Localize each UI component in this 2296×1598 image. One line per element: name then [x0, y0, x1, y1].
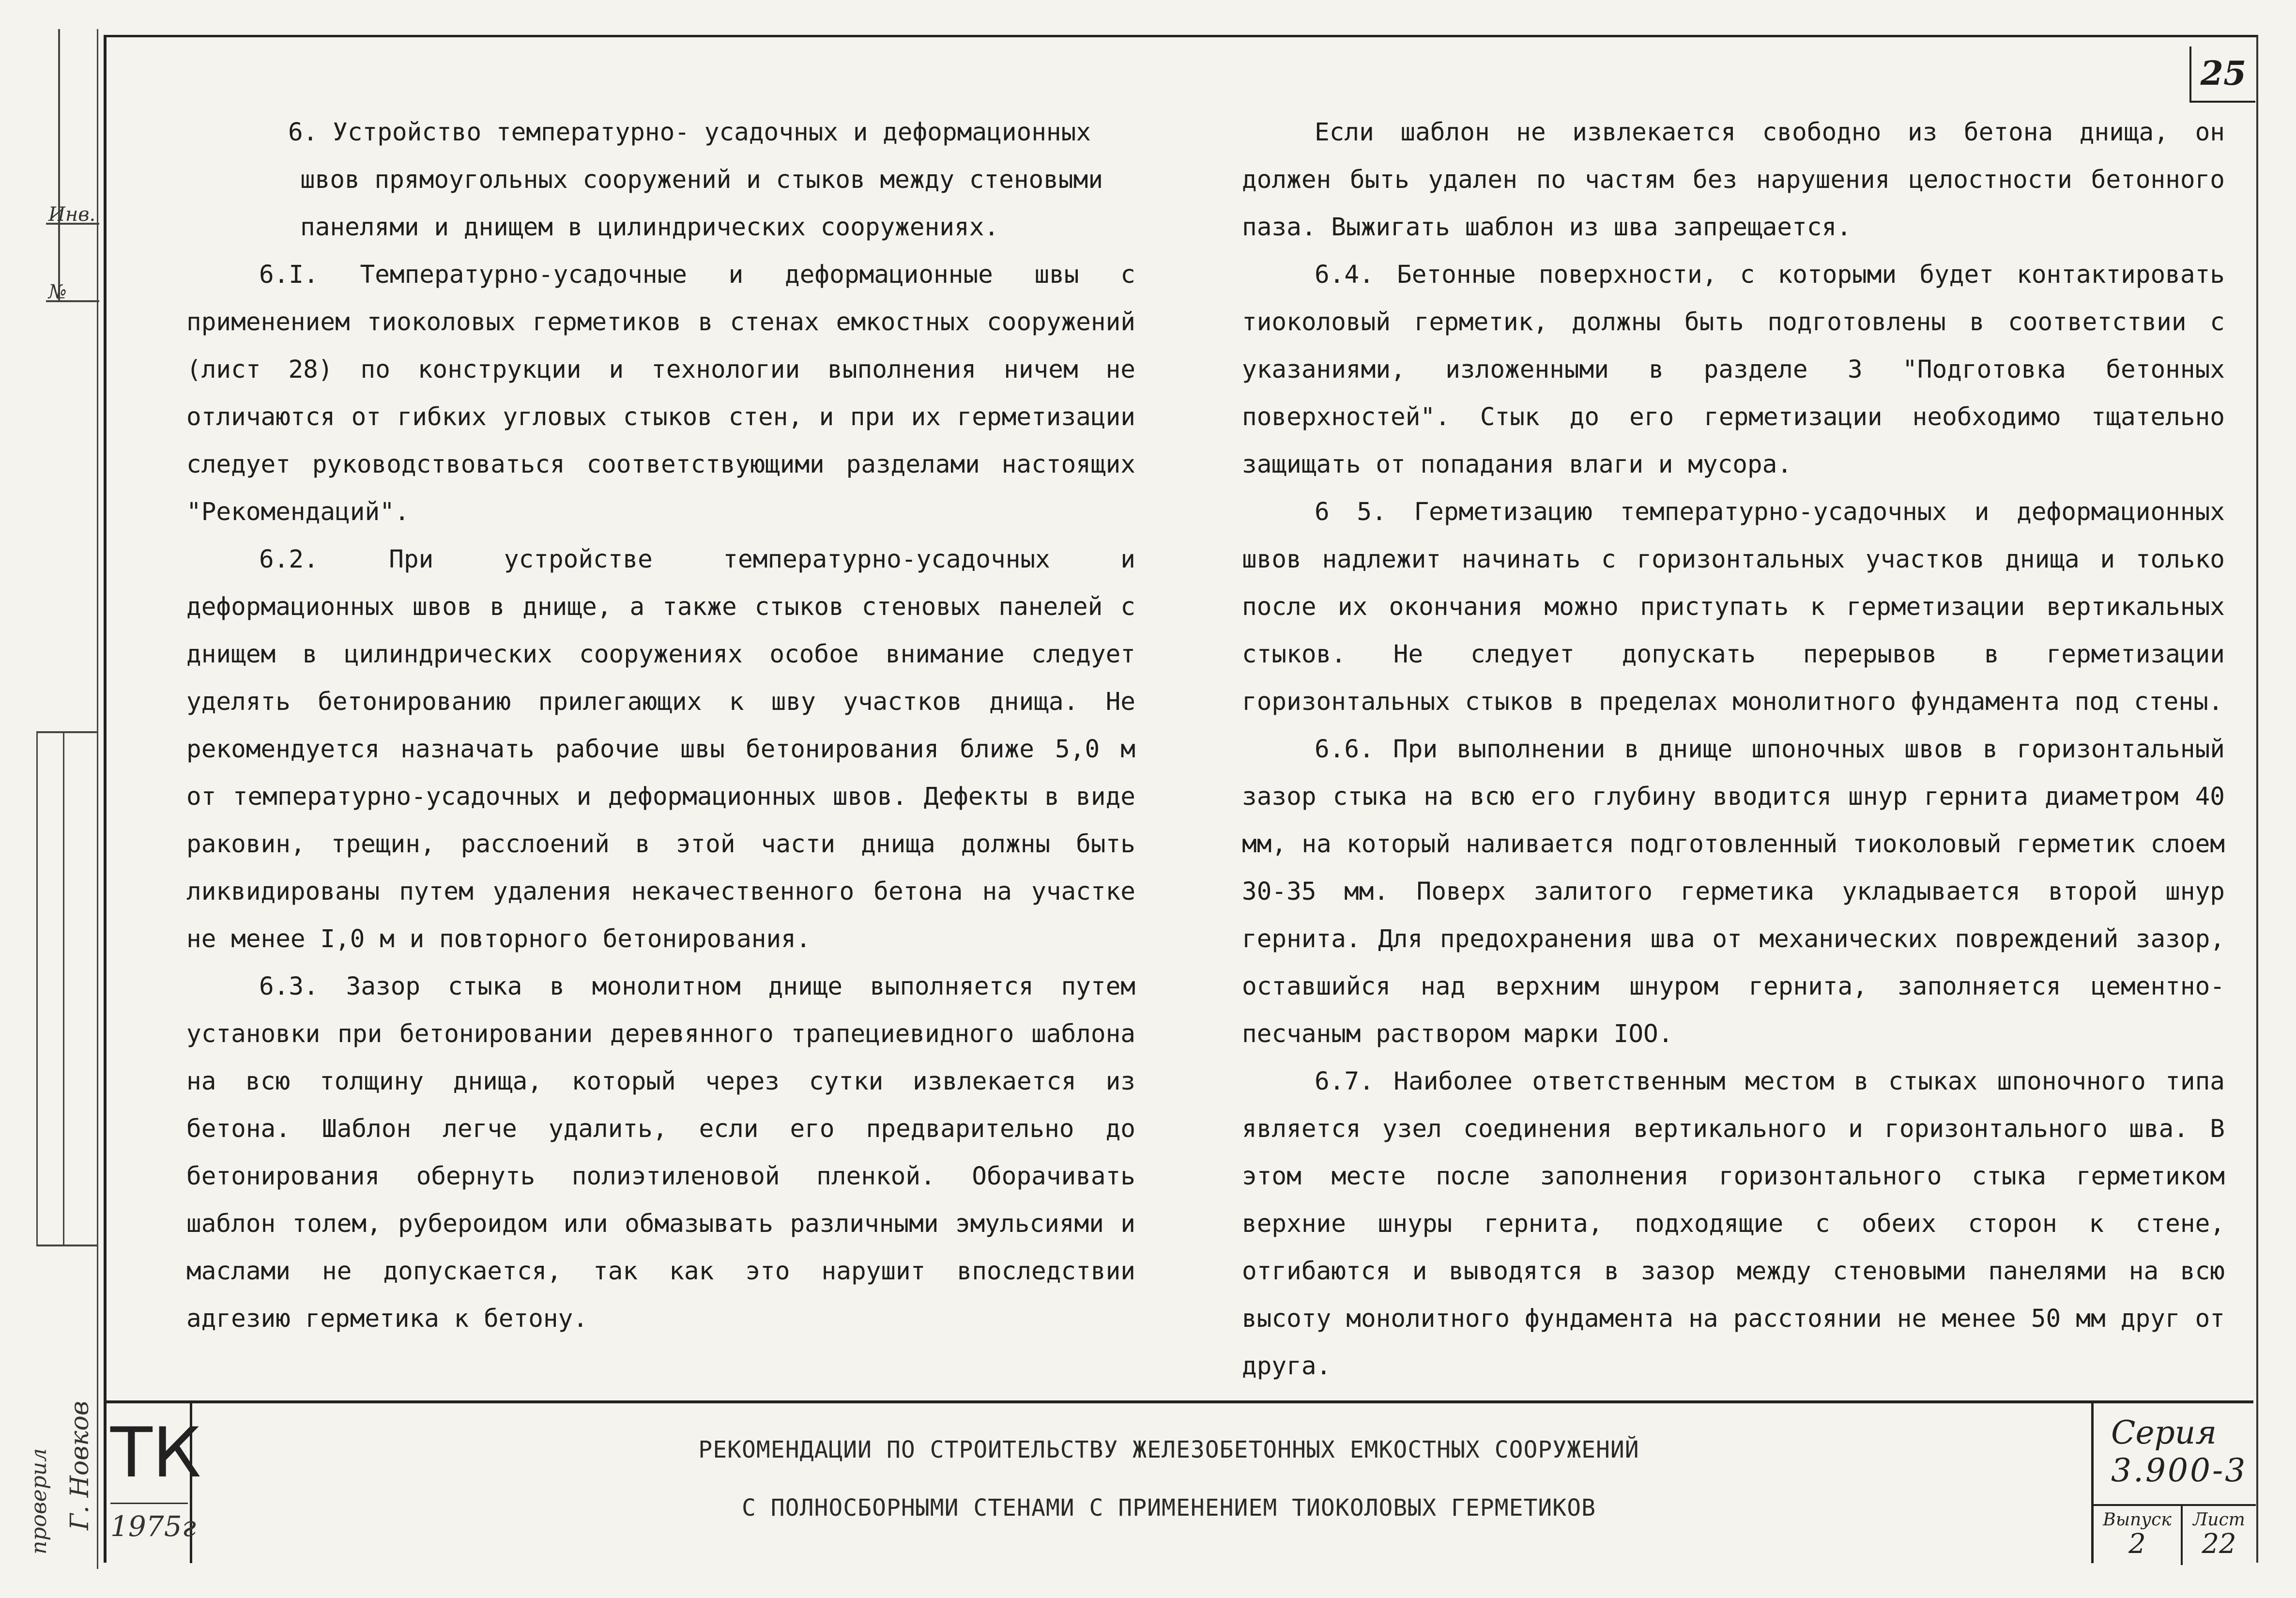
left-text-column: [186, 109, 1135, 1343]
margin-rule: [58, 29, 60, 300]
document-title: [191, 1403, 2147, 1563]
sheet-label: Лист: [2193, 1510, 2245, 1530]
title-block: [104, 1400, 2253, 1563]
tk-code: ТК: [110, 1413, 201, 1493]
sheet-cell: [2183, 1506, 2255, 1565]
document-title-line-2: С ПОЛНОСБОРНЫМИ СТЕНАМИ С ПРИМЕНЕНИЕМ ТИОКОЛОВЫХ ГЕРМЕТИКОВ: [741, 1494, 1596, 1521]
page-number: 25: [2189, 46, 2255, 103]
document-title-line-1: РЕКОМЕНДАЦИИ ПО СТРОИТЕЛЬСТВУ ЖЕЛЕЗОБЕТОННЫХ ЕМКОСТНЫХ СООРУЖЕНИЙ: [698, 1436, 1639, 1463]
paragraph-6-6: 6.6. При выполнении в днище шпоночных швов в горизонтальный зазор стыка на всю его глубину вводится шнур гернита диаметром 40 мм, на который наливается подготовленный тиоколовый герметик слоем 30-35 мм. Поверх залитого герметика укладывается второй шнур гернита. Для предохранения шва от механических повреждений зазор, оставшийся над верхним шнуром гернита, заполняется цементно-песчаным раствором марки IOO.: [1242, 735, 2225, 1048]
binding-margin: [0, 29, 104, 1569]
number-mark: №: [48, 281, 67, 303]
right-text-column: [1242, 109, 2225, 1390]
tk-year: 1975г: [110, 1503, 188, 1543]
paragraph-6-5: 6 5. Герметизацию температурно-усадочных и деформационных швов надлежит начинать с горизонтальных участков днища и только после их окончания можно приступать к герметизации вертикальных стыков. Не следует допускать перерывов в герметизации горизонтальных стыков в пределах монолитного фундамента под стены.: [1242, 498, 2225, 716]
paragraph-6-2: 6.2. При устройстве температурно-усадочных и деформационных швов в днище, а также стыков стеновых панелей с днищем в цилиндрических сооружениях особое внимание следует уделять бетонированию прилегающих к шву участков днища. Не рекомендуется назначать рабочие швы бетонирования ближе 5,0 м от температурно-усадочных и деформационных швов. Дефекты в виде раковин, трещин, расслоений в этой части днища должны быть ликвидированы путем удаления некачественного бетона на участке не менее I,0 м и повторного бетонирования.: [186, 545, 1135, 953]
margin-rule: [36, 731, 97, 733]
paragraph-continuation: Если шаблон не извлекается свободно из бетона днища, он должен быть удален по частям без нарушения целостности бетонного паза. Выжигать шаблон из шва запрещается.: [1242, 118, 2225, 242]
inventory-mark: Инв.: [48, 203, 96, 226]
margin-rule: [36, 731, 38, 1245]
margin-rule: [97, 29, 98, 1569]
issue-sheet-cells: [2094, 1504, 2256, 1565]
issue-label: Выпуск: [2103, 1510, 2172, 1530]
paragraph-6-4: 6.4. Бетонные поверхности, с которыми будет контактировать тиоколовый герметик, должны быть подготовлены в соответствии с указаниями, изложенными в разделе 3 "Подготовка бетонных поверхностей". Стык до его герметизации необходимо тщательно защищать от попадания влаги и мусора.: [1242, 261, 2225, 479]
checked-by-label: проверил: [27, 1448, 51, 1554]
margin-rule: [36, 1245, 97, 1246]
tk-cell: [107, 1403, 201, 1563]
paragraph-6-3: 6.3. Зазор стыка в монолитном днище выполняется путем установки при бетонировании деревянного трапециевидного шаблона на всю толщину днища, который через сутки извлекается из бетона. Шаблон легче удалить, если его предварительно до бетонирования обернуть полиэтиленовой пленкой. Оборачивать шаблон толем, рубероидом или обмазывать различными эмульсиями и маслами не допускается, так как это нарушит впоследствии адгезию герметика к бетону.: [186, 972, 1135, 1333]
paragraph-6-7: 6.7. Наиболее ответственным местом в стыках шпоночного типа является узел соединения вертикального и горизонтального шва. В этом месте после заполнения горизонтального стыка герметиком верхние шнуры гернита, подходящие с обеих сторон к стене, отгибаются и выводятся в зазор между стеновыми панелями на всю высоту монолитного фундамента на расстоянии не менее 50 мм друг от друга.: [1242, 1067, 2225, 1381]
series-cell: [2091, 1403, 2256, 1563]
sheet-value: 22: [2202, 1528, 2236, 1560]
margin-rule: [63, 731, 64, 1245]
series-value: 3.900-3: [2111, 1452, 2248, 1489]
issue-cell: [2094, 1506, 2183, 1565]
section-heading: 6. Устройство температурно- усадочных и деформационных швов прямоугольных сооружений и стыков между стеновыми панелями и днищем в цилиндрических сооружениях.: [288, 118, 1103, 242]
issue-value: 2: [2128, 1528, 2146, 1560]
paragraph-6-1: 6.I. Температурно-усадочные и деформационные швы с применением тиоколовых герметиков в стенах емкостных сооружений (лист 28) по конструкции и технологии выполнения ничем не отличаются от гибких угловых стыков стен, и при их герметизации следует руководствоваться соответствующими разделами настоящих "Рекомендаций".: [186, 261, 1135, 526]
signature: Г. Новков: [65, 1400, 94, 1530]
series-label: Серия: [2111, 1414, 2217, 1451]
